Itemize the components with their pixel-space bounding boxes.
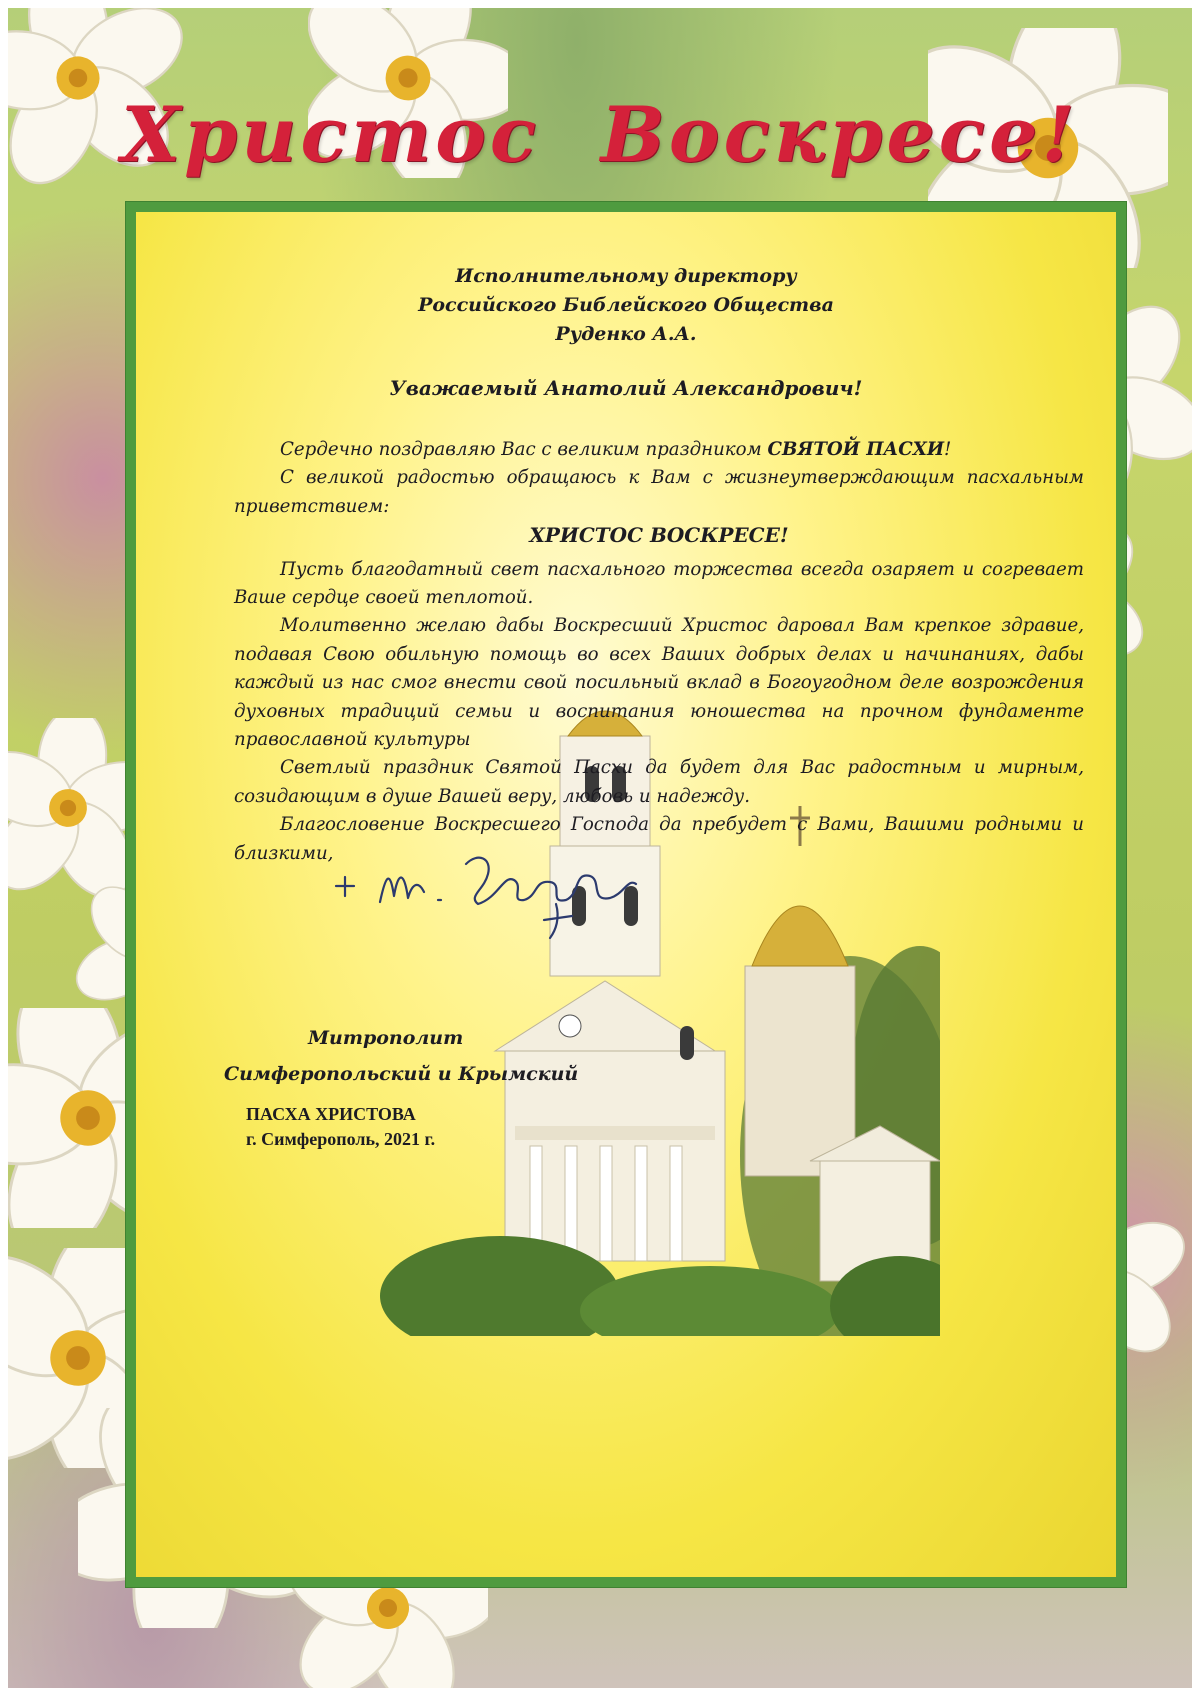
date-place-block [246,1102,435,1152]
salutation: Уважаемый Анатолий Александрович! [389,376,863,400]
addressee-line: Исполнительному директору [455,265,797,287]
handwritten-signature [328,834,668,944]
greeting-card [8,8,1192,1688]
letter-content [136,212,1116,1577]
proclamation: ХРИСТОС ВОСКРЕСЕ! [529,523,789,548]
signer-diocese: Симферопольский и Крымский [224,1063,579,1085]
paragraph: Светлый праздник Святой Пасхи да будет для Вас радостным и мирным, созидающим в душе Вашей веру, любовь и надежду. [234,757,1084,807]
paragraph-text: ! [944,439,952,460]
paragraph: С великой радостью обращаюсь к Вам с жизнеутверждающим пасхальным приветствием: [234,467,1084,517]
occasion-label: ПАСХА ХРИСТОВА [246,1104,416,1124]
paragraph [234,436,1084,464]
emphasis-text: СВЯТОЙ ПАСХИ [767,439,945,460]
paragraph: Молитвенно желаю дабы Воскресший Христос даровал Вам крепкое здравие, подавая Свою обильную помощь во всех Ваших добрых делах и начинаниях, дабы каждый из нас смог внести свой посильный вклад в Богоугодном деле возрождения духовных традиций семьи и воспитания юношества на прочном фундаменте православной культуры [234,615,1084,751]
letter-body [234,436,1084,868]
paragraph: Пусть благодатный свет пасхального торжества всегда озаряет и согревает Ваше сердце своей теплотой. [234,558,1084,609]
signer-block [224,1020,578,1092]
paragraph: Благословение Воскресшего Господа да пребудет с Вами, Вашими родными и близкими, [234,814,1084,864]
paragraph-text: Сердечно поздравляю Вас с великим праздником [280,439,768,460]
place-date: г. Симферополь, 2021 г. [246,1129,436,1149]
addressee-line: Руденко А.А. [555,323,697,345]
signer-title: Митрополит [308,1027,464,1049]
addressee-block [136,262,1116,349]
card-title: Христос Воскресе! [121,90,1079,179]
addressee-line: Российского Библейского Общества [418,294,834,316]
